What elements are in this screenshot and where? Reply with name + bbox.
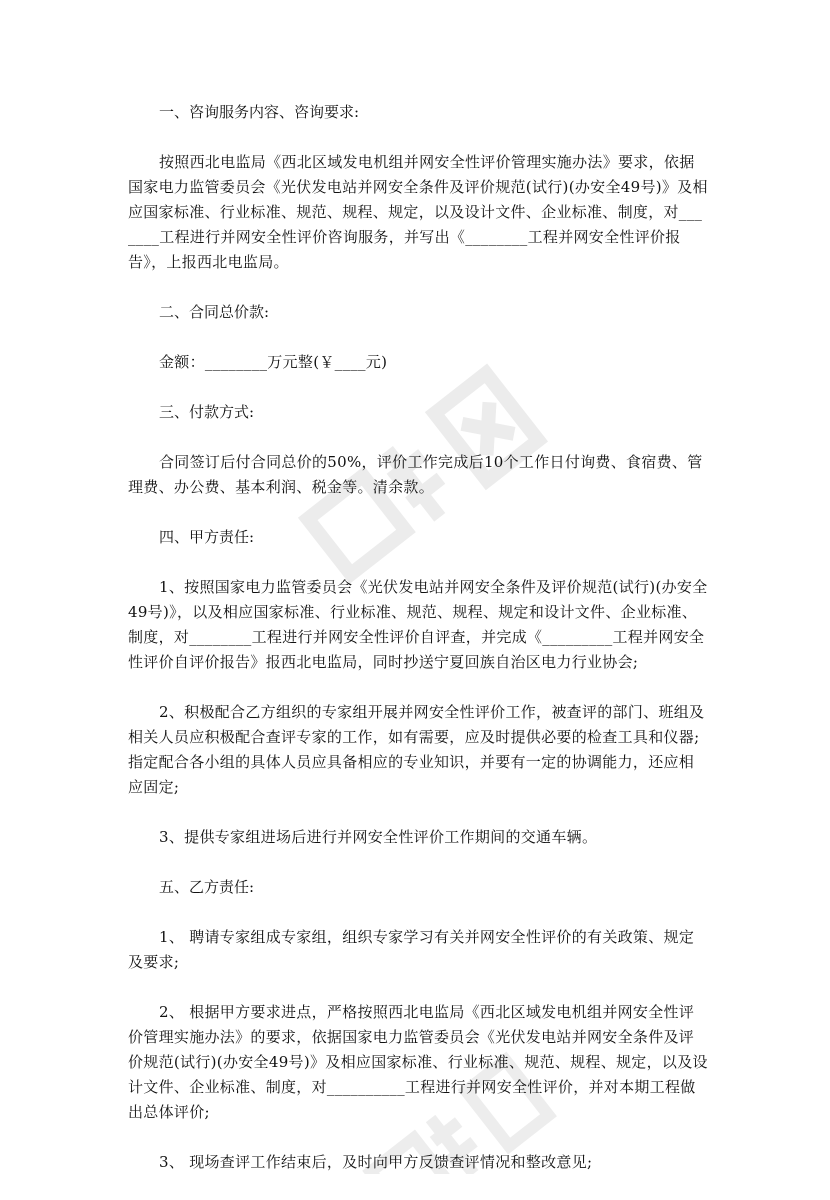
document-body	[128, 100, 708, 1200]
paragraph-party-a-item-3: 3、提供专家组进场后进行并网安全性评价工作期间的交通车辆。	[159, 828, 598, 846]
section-heading-party-a: 四、甲方责任:	[159, 528, 255, 546]
paragraph-party-a-item-1: 1、按照国家电力监管委员会《光伏发电站并网安全条件及评价规范(试行)(办安全49号)》，以及相应国家标准、行业标准、规范、规程、规定和设计文件、企业标准、制度，对________工程进行并网安全性评价自评查，并完成《_________工程并网安全性评价自评价报告》报西北电监局，同时抄送宁夏回族自治区电力行业协会;	[128, 578, 708, 671]
section-heading-total-price: 二、合同总价款:	[159, 303, 270, 321]
paragraph-party-b-item-1: 1、 聘请专家组成专家组，组织专家学习有关并网安全性评价的有关政策、规定及要求;	[128, 928, 695, 971]
paragraph-consulting-requirements: 按照西北电监局《西北区域发电机组并网安全性评价管理实施办法》要求，依据国家电力监管委员会《光伏发电站并网安全条件及评价规范(试行)(办安全49号)》及相应国家标准、行业标准、规范、规程、规定，以及设计文件、企业标准、制度，对_______工程进行并网安全性评价咨询服务，并写出《________工程并网安全性评价报告》，上报西北电监局。	[128, 153, 708, 271]
paragraph-payment-terms: 合同签订后付合同总价的50%，评价工作完成后10个工作日付询费、食宿费、管理费、办公费、基本利润、税金等。清余款。	[128, 453, 703, 496]
paragraph-amount: 金额：________万元整(￥____元)	[159, 353, 388, 371]
paragraph-party-b-item-2: 2、 根据甲方要求进点，严格按照西北电监局《西北区域发电机组并网安全性评价管理实施办法》的要求，依据国家电力监管委员会《光伏发电站并网安全条件及评价规范(试行)(办安全49号)》及相应国家标准、行业标准、规范、规程、规定，以及设计文件、企业标准、制度，对__________工程进行并网安全性评价，并对本期工程做出总体评价;	[128, 1003, 708, 1121]
paragraph-party-b-item-3: 3、 现场查评工作结束后，及时向甲方反馈查评情况和整改意见;	[159, 1153, 593, 1171]
section-heading-party-b: 五、乙方责任:	[159, 878, 255, 896]
paragraph-party-a-item-2: 2、积极配合乙方组织的专家组开展并网安全性评价工作，被查评的部门、班组及相关人员应积极配合查评专家的工作，如有需要，应及时提供必要的检查工具和仪器;指定配合各小组的具体人员应具备相应的专业知识，并要有一定的协调能力，还应相应固定;	[128, 703, 705, 796]
section-heading-payment: 三、付款方式:	[159, 403, 255, 421]
section-heading-consulting: 一、咨询服务内容、咨询要求:	[159, 103, 360, 121]
